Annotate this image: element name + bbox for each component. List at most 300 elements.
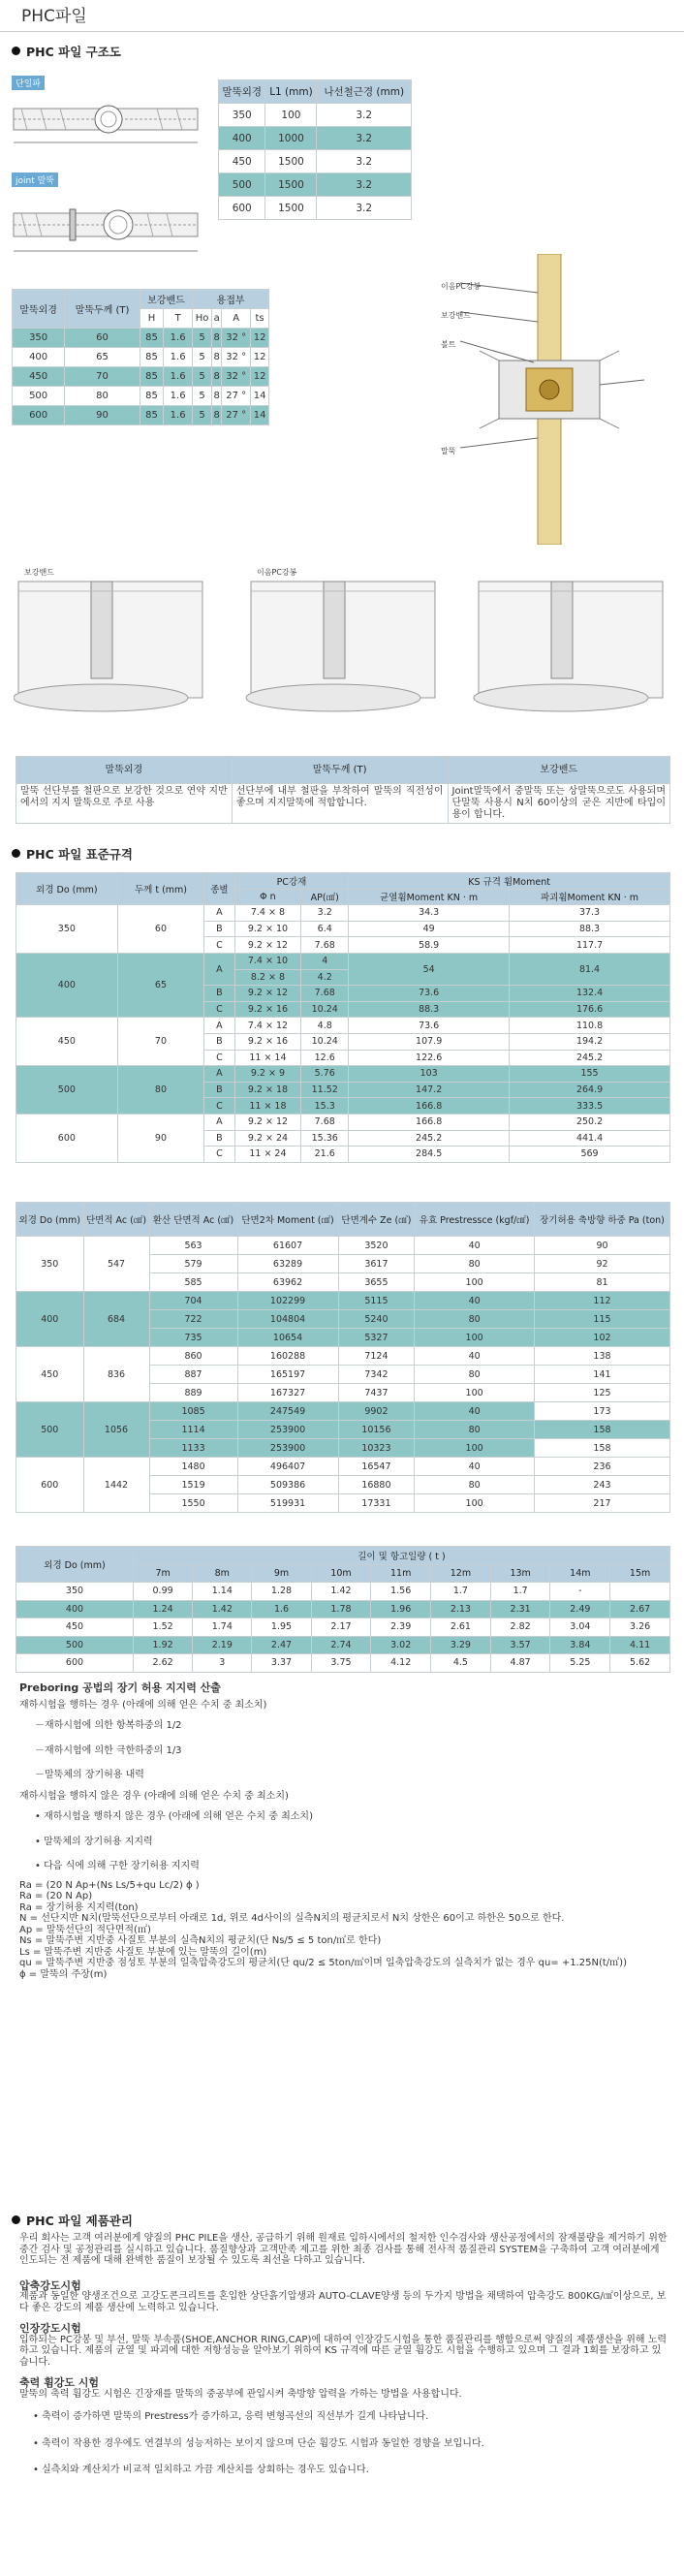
table-cell: 2.19 [193,1636,252,1654]
preboring-title: Preboring 공법의 장기 허용 지지력 산출 [19,1681,221,1694]
text-line: －말뚝체의 장기허용 내력 [35,1770,144,1780]
table-cell: 3.29 [431,1636,491,1654]
table-header: 길이 및 항고일량 ( t ) [134,1547,670,1565]
table-cell: 579 [149,1255,237,1273]
table-cell: 264.9 [510,1082,670,1098]
table-row [16,1066,670,1083]
figure-label: 보강밴드 [24,568,54,577]
table-cell: 85 [140,406,163,425]
single-pile-drawing [12,89,205,157]
table-header: 말뚝두께 (T) [65,290,140,329]
table-cell: 600 [219,197,265,220]
single-pile-label: 단일파 [12,76,45,90]
table-cell: 100 [415,1384,535,1402]
table-cell: 4.8 [301,1018,349,1034]
table-cell: C [204,1147,234,1163]
table-cell: 60 [65,329,140,348]
table-cell: 15.36 [301,1130,349,1147]
table-header: 9m [252,1564,311,1583]
table-cell: 32 ° [222,367,251,387]
table-cell: 9.2 × 18 [234,1082,301,1098]
table-cell: 112 [534,1292,669,1310]
table-cell: 11 × 14 [234,1050,301,1066]
joint-pile-drawing [12,188,205,275]
table-cell: B [204,986,234,1002]
table-cell: 722 [149,1310,237,1329]
table-header: 균열휨Moment KN · m [349,889,510,905]
table-cell: 3.2 [317,173,412,197]
text-line: Ns = 말뚝주변 지반중 사질토 부분의 실측N치의 평균치(단 Ns/5 ≤ 5 ton/㎡로 한다) [19,1935,382,1946]
table-cell: 1.96 [371,1600,431,1618]
table-cell: 1000 [265,127,317,150]
table-cell: 3.2 [317,150,412,173]
table-cell: 9.2 × 16 [234,1033,301,1050]
table-cell: 350 [219,104,265,127]
table-cell: 3.2 [317,197,412,220]
table-cell: A [204,905,234,922]
table-cell: 350 [16,1583,134,1601]
table-header: 7m [134,1564,193,1583]
table-cell: 12 [251,329,269,348]
table-cell: 600 [16,1114,118,1162]
table-cell: 80 [415,1310,535,1329]
table-cell: 7.68 [301,1114,349,1130]
table-cell: 16547 [338,1458,415,1476]
table-cell: 14 [251,406,269,425]
table-cell: A [204,1018,234,1034]
table-cell: 450 [219,150,265,173]
table-header: 파괴휨Moment KN · m [510,889,670,905]
table-cell: 3.57 [490,1636,550,1654]
table-cell: 100 [415,1439,535,1458]
table-cell: 141 [534,1366,669,1384]
table-cell: 4.2 [301,969,349,986]
table-cell: 1.95 [252,1618,311,1637]
table-cell: 600 [16,1458,84,1513]
table-cell: 2.31 [490,1600,550,1618]
pc-steel-moment-table [16,872,670,1163]
table-row [16,1600,670,1618]
table-row [16,1018,670,1034]
table-cell: 11 × 18 [234,1098,301,1115]
table-cell: 400 [16,1292,84,1347]
table-cell: 5.76 [301,1066,349,1083]
table-header: 단면계수 Ze (㎤) [338,1203,415,1237]
table-cell: 1.6 [164,367,193,387]
table-cell: 1.14 [193,1583,252,1601]
table-header: 말뚝외경 [219,80,265,104]
table-cell: 3.04 [550,1618,610,1637]
table-row [16,1203,670,1237]
table-row [16,1458,670,1476]
table-row [13,290,269,309]
table-cell: 1.6 [164,387,193,406]
table-header: 단면2차 Moment (㎠) [237,1203,338,1237]
table-header: 말뚝외경 [16,757,233,784]
text-line: N = 선단지반 N치(말뚝선단으로부터 아래로 1d, 위로 4d사이의 실측N치의 평균치로서 N치 상한은 60이고 하한은 50으로 한다. [19,1913,565,1924]
table-cell: 1500 [265,150,317,173]
table-cell: 600 [13,406,65,425]
text-line: qu = 말뚝주변 지반중 점성토 부분의 일축압축강도의 평균치(단 qu/2 ≤ 5ton/㎡이며 일축압축강도의 실측치가 없는 경우 qu= +1.25N(t/㎡)) [19,1958,627,1968]
table-row [16,1292,670,1310]
table-cell: 500 [16,1066,118,1115]
table-cell: 100 [265,104,317,127]
table-cell: 1.7 [431,1583,491,1601]
table-cell: 3.2 [301,905,349,922]
table-cell: 160288 [237,1347,338,1366]
table-cell: 500 [16,1636,134,1654]
table-row [219,197,412,220]
table-cell: 9.2 × 24 [234,1130,301,1147]
table-cell: 80 [117,1066,203,1115]
table-cell: 100 [415,1273,535,1292]
table-cell: 4 [301,953,349,969]
table-cell: 1.6 [164,406,193,425]
table-cell: 85 [140,367,163,387]
table-cell: 3.02 [371,1636,431,1654]
table-cell: 158 [534,1439,669,1458]
table-cell: 4.11 [610,1636,670,1654]
table-cell: 63962 [237,1273,338,1292]
table-row [16,1618,670,1637]
table-header: 단면적 Ac (㎠) [83,1203,149,1237]
bullet-icon [12,849,20,858]
table-header: 11m [371,1564,431,1583]
table-cell: 333.5 [510,1098,670,1115]
table-cell: 1.6 [252,1600,311,1618]
table-cell: 10654 [237,1329,338,1347]
text-line: 재하시험을 행하는 경우 (아래에 의해 얻은 수치 중 최소치) [19,1699,267,1711]
table-cell: 9.2 × 12 [234,1114,301,1130]
table-cell: 194.2 [510,1033,670,1050]
table-cell: - [550,1583,610,1601]
bullet-icon [12,47,20,55]
text-line: 축력 휨강도 시험 [19,2376,100,2389]
table-cell: 400 [219,127,265,150]
table-cell: 85 [140,348,163,367]
table-cell: 166.8 [349,1114,510,1130]
pile-type-description-table [16,756,670,824]
table-row [219,173,412,197]
table-cell: 17331 [338,1494,415,1513]
table-cell: 12.6 [301,1050,349,1066]
table-header: 두께 t (mm) [117,873,203,905]
table-header: AP(㎠) [301,889,349,905]
table-cell: 0.99 [134,1583,193,1601]
table-cell: 1519 [149,1476,237,1494]
table-header: 환산 단면적 Ac (㎠) [149,1203,237,1237]
table-cell: C [204,1001,234,1018]
table-cell: 1500 [265,173,317,197]
table-cell: 9.2 × 12 [234,986,301,1002]
table-cell: 441.4 [510,1130,670,1147]
table-cell: 3655 [338,1273,415,1292]
table-cell: 5240 [338,1310,415,1329]
table-cell: 100 [415,1329,535,1347]
table-cell: 253900 [237,1421,338,1439]
table-cell: 9902 [338,1402,415,1421]
table-header: 나선철근경 (mm) [317,80,412,104]
table-header: 종별 [204,873,234,905]
table-cell: 7342 [338,1366,415,1384]
table-cell: 1085 [149,1402,237,1421]
table-cell: 2.49 [550,1600,610,1618]
table-cell: 450 [16,1018,118,1066]
table-cell: 7.4 × 12 [234,1018,301,1034]
table-cell: 500 [219,173,265,197]
table-cell: 450 [16,1618,134,1637]
table-cell: 65 [117,953,203,1017]
table-cell: 14 [251,387,269,406]
table-row [16,953,670,969]
table-cell: 5 [193,387,212,406]
table-cell: 236 [534,1458,669,1476]
table-row [16,784,670,824]
table-header: 장기허용 축방향 하중 Pa (ton) [534,1203,669,1237]
table-cell: 27 ° [222,387,251,406]
table-cell: 90 [65,406,140,425]
table-cell: 7124 [338,1347,415,1366]
table-cell: 245.2 [349,1130,510,1147]
preboring-section [19,1682,668,1980]
table-cell: 400 [16,953,118,1017]
table-cell: 2.82 [490,1618,550,1637]
text-line: • 실측치와 계산치가 비교적 일치하고 가끔 계산치를 상회하는 경우도 있습니다. [33,2465,668,2476]
table-cell: 100 [415,1494,535,1513]
text-line: 제품과 동일한 양생조건으로 고강도콘크리트를 혼입한 상단흙기압생과 AUTO-CLAVE양생 등의 두가지 방법을 채택하여 압축강도 800KG/㎠이상으로, 보다 좋은 강도의 제품 생산에 노력하고 있습니다. [19,2291,667,2313]
table-cell: 40 [415,1237,535,1255]
text-line: Ra = (20 N Ap+(Ns Ls/5+qu Lc/2) ϕ ) [19,1879,200,1891]
table-header: PC강재 [234,873,349,890]
pile-joint-figure [441,254,664,545]
table-cell: 88.3 [349,1001,510,1018]
table-cell: 90 [534,1237,669,1255]
table-cell: A [204,1114,234,1130]
table-cell: 81 [534,1273,669,1292]
table-cell: 104804 [237,1310,338,1329]
section-title: PHC 파일 제품관리 [26,2214,133,2228]
table-row [13,348,269,367]
table-cell: 1550 [149,1494,237,1513]
table-header: 8m [193,1564,252,1583]
table-cell: 2.62 [134,1654,193,1673]
table-cell: 85 [140,387,163,406]
table-cell: 10.24 [301,1033,349,1050]
table-cell: 27 ° [222,406,251,425]
table-header: 용접부 [193,290,269,309]
table-header: a [212,309,222,329]
table-row [16,1402,670,1421]
table-cell: 54 [349,953,510,985]
table-header: 12m [431,1564,491,1583]
table-cell: 63289 [237,1255,338,1273]
table-cell: C [204,937,234,954]
table-cell: 3.2 [317,127,412,150]
table-cell: 88.3 [510,921,670,937]
table-cell: 704 [149,1292,237,1310]
text-line: －재하시험에 의한 항복하중의 1/2 [35,1720,182,1731]
table-cell: 92 [534,1255,669,1273]
table-cell: B [204,1033,234,1050]
l1-spec-table [218,79,412,220]
table-row [16,1237,670,1255]
text-line: • 재하시험을 행하지 않은 경우 (아래에 의해 얻은 수치 중 최소치) [35,1811,668,1823]
table-cell: 81.4 [510,953,670,985]
table-cell: 563 [149,1237,237,1255]
table-cell: 132.4 [510,986,670,1002]
table-cell: C [204,1050,234,1066]
table-cell: 선단부에 내부 철판을 부착하여 말뚝의 직전성이 좋으며 지지말뚝에 적합합니다. [232,784,448,824]
table-row [13,329,269,348]
table-cell: 1.42 [193,1600,252,1618]
table-cell: 860 [149,1347,237,1366]
figure-label: 이음PC강봉 [257,568,297,577]
table-cell: 103 [349,1066,510,1083]
table-cell: 2.13 [431,1600,491,1618]
table-row [219,104,412,127]
text-line: ϕ = 말뚝의 주장(m) [19,1968,108,1980]
table-row [16,1114,670,1130]
table-cell: 1.52 [134,1618,193,1637]
table-header: Ho [193,309,212,329]
table-cell: B [204,1082,234,1098]
table-cell: 32 ° [222,329,251,348]
text-line: －재하시험에 의한 극한하중의 1/3 [35,1744,182,1756]
table-cell: 1133 [149,1439,237,1458]
table-cell: 34.3 [349,905,510,922]
table-cell: 16880 [338,1476,415,1494]
table-cell: 80 [415,1476,535,1494]
table-cell: 3.2 [317,104,412,127]
table-cell: 37.3 [510,905,670,922]
table-cell: 2.17 [311,1618,371,1637]
table-cell: 말뚝 선단부를 철판으로 보강한 것으로 연약 지반에서의 지지 말뚝으로 주로 사용 [16,784,233,824]
table-header: 13m [490,1564,550,1583]
table-cell: 1.92 [134,1636,193,1654]
table-cell: 547 [83,1237,149,1292]
text-line: 인장강도시험 [19,2322,81,2335]
table-cell: 173 [534,1402,669,1421]
table-cell: 125 [534,1384,669,1402]
table-cell: 5.62 [610,1654,670,1673]
table-row [219,150,412,173]
text-line: • 말뚝체의 장기허용 지지력 [35,1837,668,1848]
table-row [16,1654,670,1673]
table-cell: 500 [16,1402,84,1458]
section-title: PHC 파일 표준규격 [26,847,133,862]
table-cell: 4.5 [431,1654,491,1673]
quality-section [19,2233,668,2476]
table-cell: 7.4 × 10 [234,953,301,969]
pile-structure-diagram [12,76,205,279]
table-cell: 3 [193,1654,252,1673]
table-cell: 5 [193,406,212,425]
table-cell: 496407 [237,1458,338,1476]
table-cell: 5327 [338,1329,415,1347]
table-cell: 40 [415,1402,535,1421]
table-cell: 735 [149,1329,237,1347]
table-cell: 122.6 [349,1050,510,1066]
table-cell: 15.3 [301,1098,349,1115]
table-cell: 11.52 [301,1082,349,1098]
table-cell: 5 [193,348,212,367]
table-cell: 49 [349,921,510,937]
table-cell: 65 [65,348,140,367]
table-cell: 1.24 [134,1600,193,1618]
table-cell: 80 [65,387,140,406]
figure-label: 말뚝 [441,447,456,456]
table-cell: 1.6 [164,348,193,367]
table-cell: 569 [510,1147,670,1163]
table-header: 말뚝두께 (T) [232,757,448,784]
table-cell: 509386 [237,1476,338,1494]
table-cell: 2.39 [371,1618,431,1637]
section-properties-table [16,1202,670,1513]
section-standard-heading [12,845,133,863]
text-line: 입하되는 PC강봉 및 부선, 말뚝 부속품(SHOE,ANCHOR RING,CAP)에 대하여 인장강도시험을 통한 품질관리를 행함으로써 양질의 제품생산을 위해 노력하고 있습니다. 제품의 균열 및 파괴에 대한 저항성능을 알아보기 위하여 KS 규격에 따른 균열 휨강도 시험을 수행하고 있으며 그 결과 1회를 보장하고 있습니다. [19,2334,668,2368]
table-cell: 585 [149,1273,237,1292]
table-cell: 350 [16,905,118,954]
table-cell: 8 [212,387,222,406]
table-cell: 21.6 [301,1147,349,1163]
table-cell: 1.6 [164,329,193,348]
text-line: 우리 회사는 고객 여러분에게 양질의 PHC PILE을 생산, 공급하기 위해 원재료 입하시에서의 철저한 인수검사와 생산공정에서의 잠재불량을 제거하기 위한 중간 검사 및 공정관리를 실시하고 있습니다. 품질향상과 고객만족 제고를 위한 최종 검사를 통해 전사적 품질관리 SYSTEM을 구축하여 고객 여러분에게 인도되는 전 제품에 대해 완벽한 품질이 보장될 수 있도록 최선을 다하고 있습니다. [19,2233,668,2266]
table-cell: A [204,1066,234,1083]
table-header: 말뚝외경 [13,290,65,329]
table-cell: 80 [415,1255,535,1273]
text-line: Ls = 말뚝주변 지반중 사질토 부분에 있는 말뚝의 길이(m) [19,1946,267,1958]
table-cell: 3617 [338,1255,415,1273]
section-title: PHC 파일 구조도 [26,45,121,59]
table-row [16,1347,670,1366]
table-cell: 2.47 [252,1636,311,1654]
table-cell: 12 [251,348,269,367]
table-cell: 117.7 [510,937,670,954]
table-cell: 10.24 [301,1001,349,1018]
table-cell: 1.78 [311,1600,371,1618]
figure-label: 이음PC강봉 [441,282,482,291]
table-cell: 1.42 [311,1583,371,1601]
table-cell: 138 [534,1347,669,1366]
table-cell: 165197 [237,1366,338,1384]
text-line: Ra = 장기허용 지지력(ton) [19,1901,139,1913]
table-cell: 217 [534,1494,669,1513]
text-line: Ap = 말뚝선단의 적단면적(㎡) [19,1924,151,1935]
table-cell: 32 ° [222,348,251,367]
table-cell: 85 [140,329,163,348]
table-cell: 243 [534,1476,669,1494]
table-row [16,757,670,784]
table-cell: 2.67 [610,1600,670,1618]
table-cell: 3.26 [610,1618,670,1637]
table-header: H [140,309,163,329]
table-row [219,127,412,150]
table-row [13,367,269,387]
table-cell: 887 [149,1366,237,1384]
table-cell: 40 [415,1292,535,1310]
table-cell: 9.2 × 12 [234,937,301,954]
table-cell: 2.61 [431,1618,491,1637]
table-cell: 7.4 × 8 [234,905,301,922]
table-cell: 102 [534,1329,669,1347]
table-cell: 70 [65,367,140,387]
table-cell: 155 [510,1066,670,1083]
table-cell: 9.2 × 16 [234,1001,301,1018]
table-cell: 61607 [237,1237,338,1255]
page-title: PHC파일 [21,7,87,26]
pile-tip-figures [14,552,672,717]
table-cell: 5 [193,367,212,387]
